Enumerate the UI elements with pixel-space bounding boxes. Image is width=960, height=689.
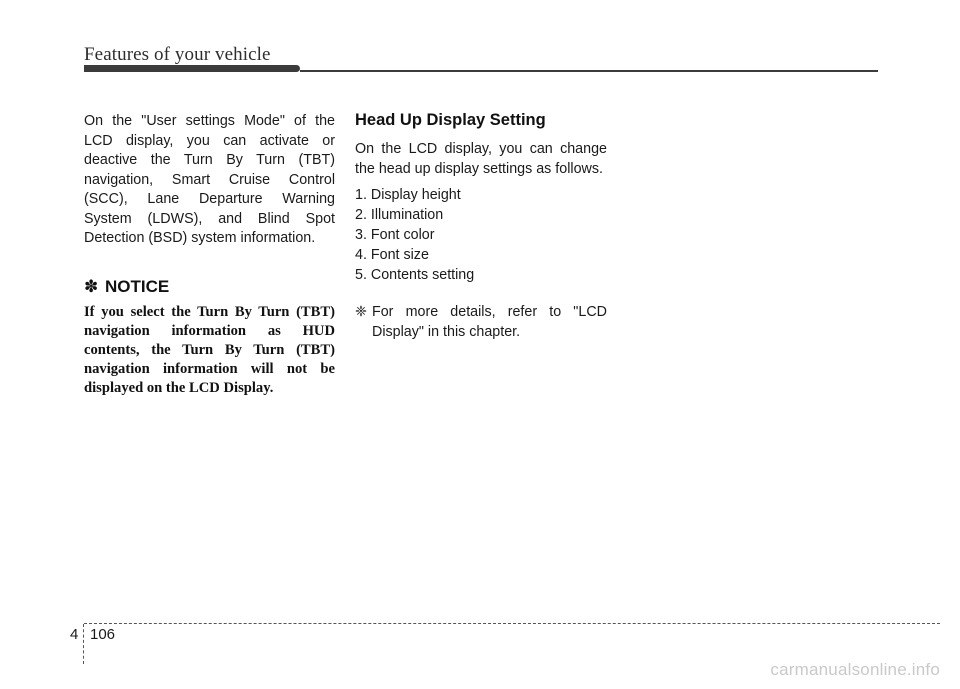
watermark: carmanualsonline.info [770,660,940,679]
header-rule-thin [300,70,878,72]
page-number: 106 [90,626,116,643]
middle-column [355,110,607,342]
reference-mark-icon: ❈ [355,304,367,320]
notice-text: If you select the Turn By Turn (TBT) navigation information as HUD contents, the Turn By Turn (TBT) navigation information will not be displayed on the LCD Display. [84,303,335,396]
notice-star-icon: ✽ [84,276,99,296]
footer-rule [84,623,940,624]
list-item: 4. Font size [355,247,429,263]
section-heading: Head Up Display Setting [355,111,546,129]
chapter-number: 4 [70,626,79,643]
list-item: 5. Contents setting [355,267,475,283]
reference-note-text: For more details, refer to "LCD Display" in this chapter. [372,304,607,340]
settings-list [355,185,607,285]
header-rule-thick [84,65,300,72]
list-item: 2. Illumination [355,207,444,223]
intro-paragraph: On the "User settings Mode" of the LCD display, you can activate or deactive the Turn By Turn (TBT) navigation, Smart Cruise Control (SCC), Lane Departure Warning System (LDWS), and Blind Spot Detection (BSD) system information. [84,113,335,246]
notice-heading-label: NOTICE [104,276,170,296]
reference-note [355,303,607,342]
list-item: 3. Font color [355,227,435,243]
footer-separator [83,624,84,664]
section-intro: On the LCD display, you can change the head up display settings as follows. [355,141,607,177]
list-item: 1. Display height [355,187,461,203]
left-column [84,112,335,398]
notice-heading [84,277,335,297]
page-header-title: Features of your vehicle [84,44,271,65]
